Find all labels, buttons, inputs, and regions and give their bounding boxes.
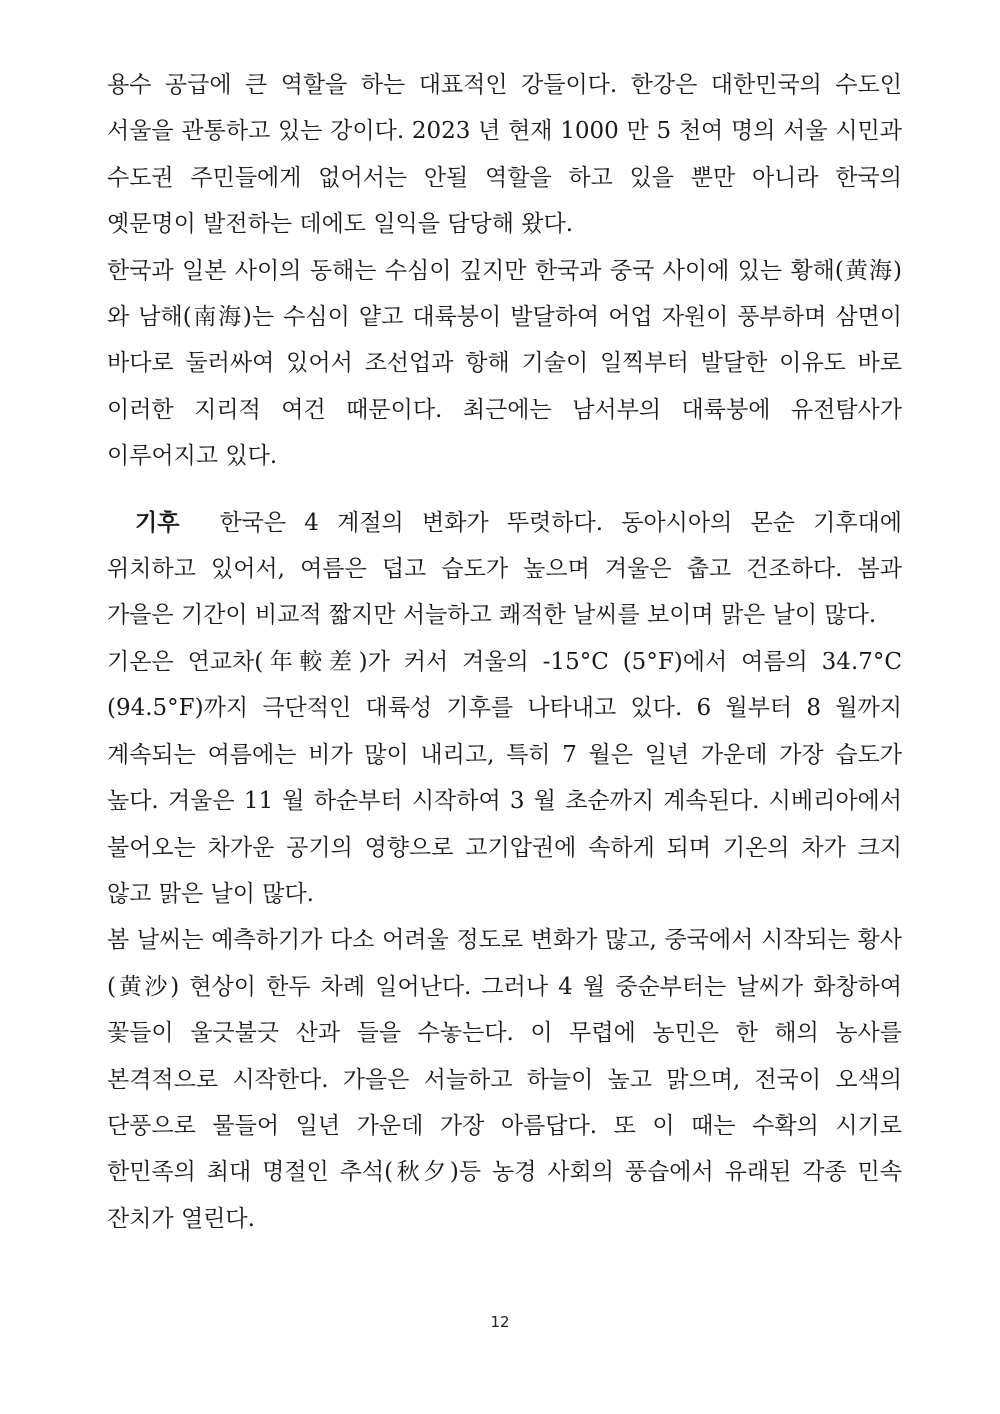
paragraph-temperature: 기온은 연교차(年較差)가 커서 겨울의 -15°C (5°F)에서 여름의 34.7°C (94.5°F)까지 극단적인 대륙성 기후를 나타내고 있다. 6 월부터 8 월까지 계속되는 여름에는 비가 많이 내리고, 특히 7 월은 일년 가운데 가장 습도가 높다. 겨울은 11 월 하순부터 시작하여 3 월 초순까지 계속된다. 시베리아에서 불어오는 차가운 공기의 영향으로 고기압권에 속하게 되며 기온의 차가 크지 않고 맑은 날이 많다.	[107, 648, 902, 907]
paragraph-climate-intro	[107, 500, 902, 639]
paragraph-seas: 한국과 일본 사이의 동해는 수심이 깊지만 한국과 중국 사이에 있는 황해(黄海)와 남해(南海)는 수심이 얕고 대륙붕이 발달하여 어업 자원이 풍부하며 삼면이 바다로 둘러싸여 있어서 조선업과 항해 기술이 일찍부터 발달한 이유도 바로 이러한 지리적 여건 때문이다. 최근에는 남서부의 대륙붕에 유전탐사가 이루어지고 있다.	[107, 257, 902, 470]
page-number: 12	[490, 1313, 510, 1331]
climate-intro-text: 한국은 4 계절의 변화가 뚜렷하다. 동아시아의 몬순 기후대에 위치하고 있어서, 여름은 덥고 습도가 높으며 겨울은 춥고 건조하다. 봄과 가을은 기간이 비교적 짧지만 서늘하고 쾌적한 날씨를 보이며 맑은 날이 많다.	[107, 509, 902, 629]
paragraph-seasons: 봄 날씨는 예측하기가 다소 어려울 정도로 변화가 많고, 중국에서 시작되는 황사(黄沙) 현상이 한두 차례 일어난다. 그러나 4 월 중순부터는 날씨가 화창하여 꽃들이 울긋불긋 산과 들을 수놓는다. 이 무렵에 농민은 한 해의 농사를 본격적으로 시작한다. 가을은 서늘하고 하늘이 높고 맑으며, 전국이 오색의 단풍으로 물들어 일년 가운데 가장 아름답다. 또 이 때는 수확의 시기로 한민족의 최대 명절인 추석(秋夕)등 농경 사회의 풍습에서 유래된 각종 민속 잔치가 열린다.	[107, 927, 902, 1232]
paragraph-rivers: 용수 공급에 큰 역할을 하는 대표적인 강들이다. 한강은 대한민국의 수도인 서울을 관통하고 있는 강이다. 2023 년 현재 1000 만 5 천여 명의 서울 시민과 수도권 주민들에게 없어서는 안될 역할을 하고 있을 뿐만 아니라 한국의 옛문명이 발전하는 데에도 일익을 담당해 왔다.	[107, 72, 902, 238]
page-body	[107, 62, 902, 1242]
section-heading-climate: 기후	[135, 509, 180, 536]
